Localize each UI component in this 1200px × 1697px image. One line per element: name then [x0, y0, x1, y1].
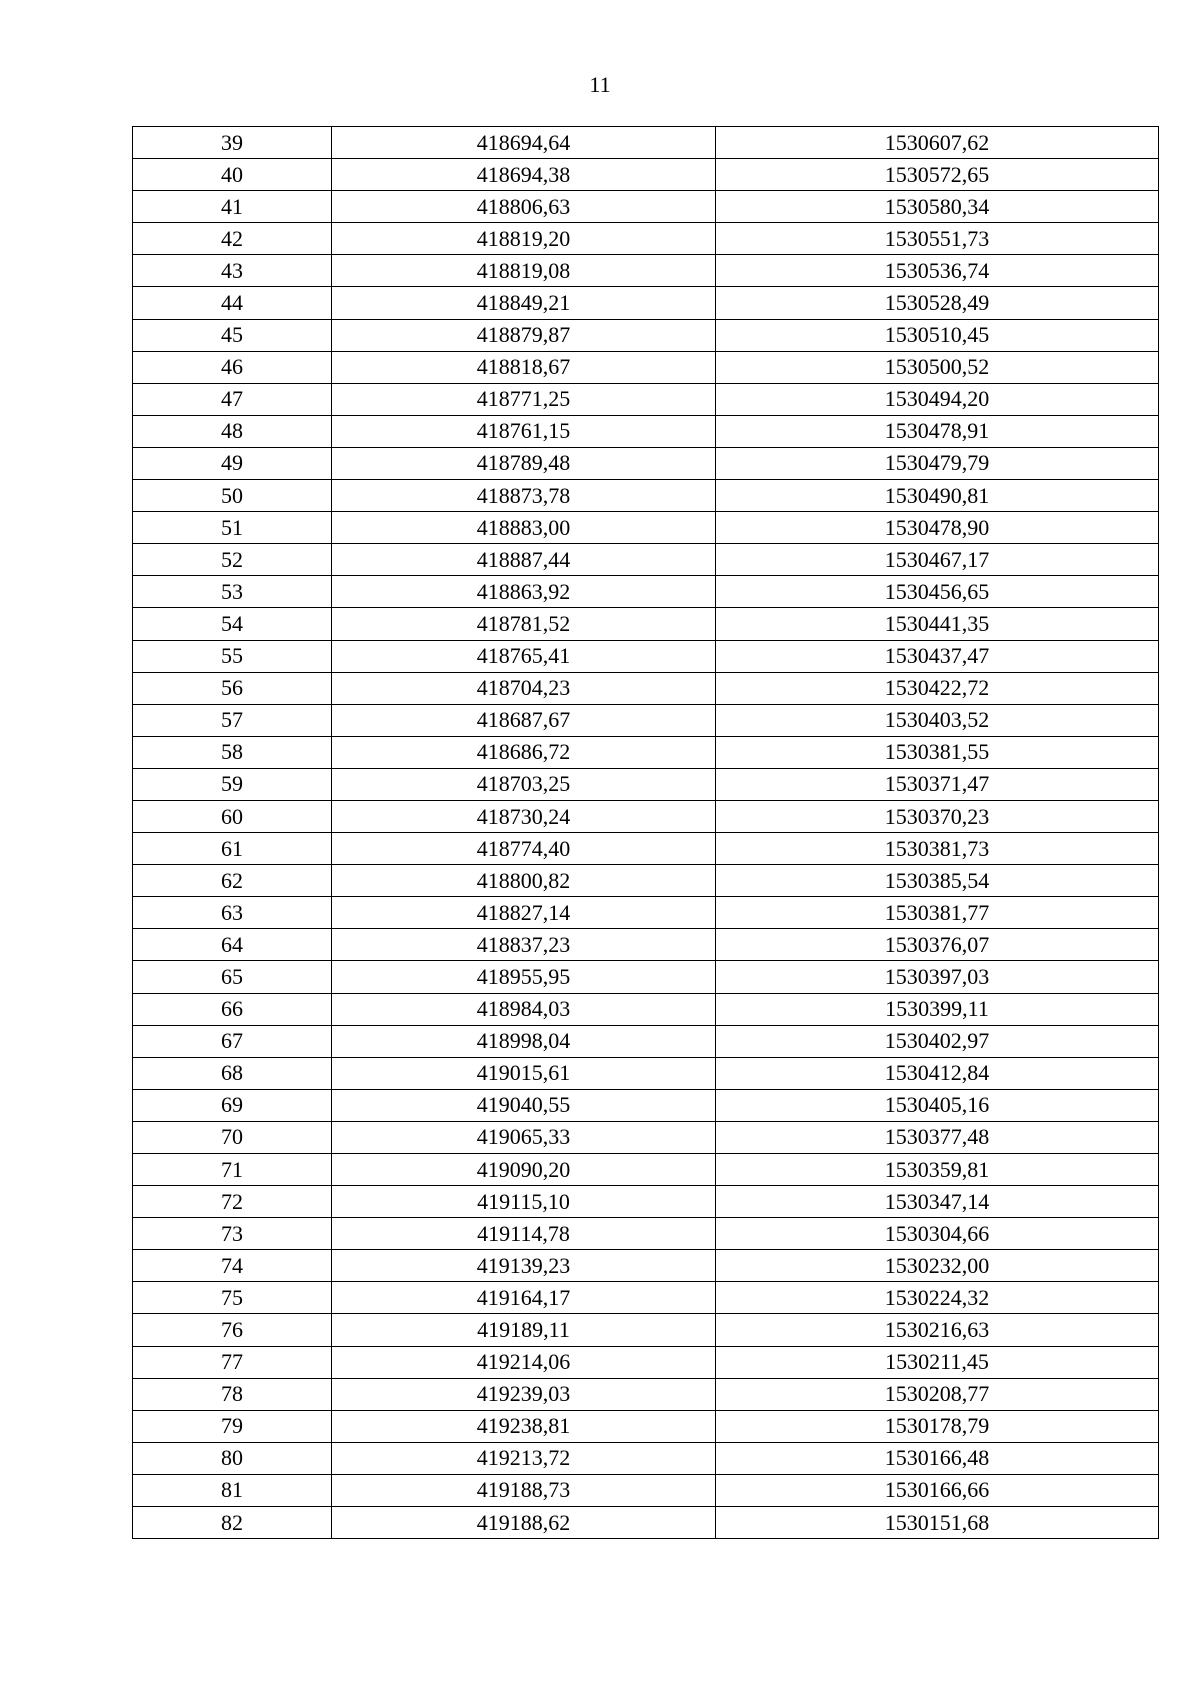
x-coordinate-cell: 418704,23: [332, 672, 716, 704]
y-coordinate-cell: 1530500,52: [716, 351, 1159, 383]
y-coordinate-cell: 1530232,00: [716, 1250, 1159, 1282]
table-row: [133, 768, 1159, 800]
y-coordinate-cell: 1530304,66: [716, 1218, 1159, 1250]
coordinates-table-body: [133, 127, 1159, 1539]
y-coordinate-cell: 1530402,97: [716, 1025, 1159, 1057]
y-coordinate-cell: 1530572,65: [716, 159, 1159, 191]
y-coordinate-cell: 1530385,54: [716, 865, 1159, 897]
point-number-cell: 41: [133, 191, 332, 223]
table-row: [133, 576, 1159, 608]
point-number-cell: 59: [133, 768, 332, 800]
x-coordinate-cell: 419238,81: [332, 1410, 716, 1442]
y-coordinate-cell: 1530490,81: [716, 480, 1159, 512]
point-number-cell: 76: [133, 1314, 332, 1346]
y-coordinate-cell: 1530478,91: [716, 415, 1159, 447]
y-coordinate-cell: 1530371,47: [716, 768, 1159, 800]
x-coordinate-cell: 418837,23: [332, 929, 716, 961]
table-row: [133, 287, 1159, 319]
table-row: [133, 865, 1159, 897]
x-coordinate-cell: 418694,64: [332, 127, 716, 159]
y-coordinate-cell: 1530397,03: [716, 961, 1159, 993]
point-number-cell: 58: [133, 736, 332, 768]
x-coordinate-cell: 418984,03: [332, 993, 716, 1025]
y-coordinate-cell: 1530422,72: [716, 672, 1159, 704]
table-row: [133, 736, 1159, 768]
table-row: [133, 351, 1159, 383]
point-number-cell: 81: [133, 1474, 332, 1506]
x-coordinate-cell: 418873,78: [332, 480, 716, 512]
x-coordinate-cell: 418687,67: [332, 704, 716, 736]
x-coordinate-cell: 418730,24: [332, 800, 716, 832]
y-coordinate-cell: 1530381,55: [716, 736, 1159, 768]
x-coordinate-cell: 419189,11: [332, 1314, 716, 1346]
x-coordinate-cell: 418879,87: [332, 319, 716, 351]
y-coordinate-cell: 1530381,73: [716, 833, 1159, 865]
point-number-cell: 42: [133, 223, 332, 255]
table-row: [133, 319, 1159, 351]
y-coordinate-cell: 1530607,62: [716, 127, 1159, 159]
y-coordinate-cell: 1530211,45: [716, 1346, 1159, 1378]
y-coordinate-cell: 1530377,48: [716, 1121, 1159, 1153]
table-row: [133, 1378, 1159, 1410]
point-number-cell: 72: [133, 1186, 332, 1218]
y-coordinate-cell: 1530370,23: [716, 800, 1159, 832]
point-number-cell: 73: [133, 1218, 332, 1250]
table-row: [133, 255, 1159, 287]
y-coordinate-cell: 1530208,77: [716, 1378, 1159, 1410]
y-coordinate-cell: 1530347,14: [716, 1186, 1159, 1218]
point-number-cell: 63: [133, 897, 332, 929]
x-coordinate-cell: 418819,08: [332, 255, 716, 287]
x-coordinate-cell: 419164,17: [332, 1282, 716, 1314]
table-row: [133, 1186, 1159, 1218]
x-coordinate-cell: 418863,92: [332, 576, 716, 608]
point-number-cell: 51: [133, 512, 332, 544]
point-number-cell: 69: [133, 1089, 332, 1121]
y-coordinate-cell: 1530381,77: [716, 897, 1159, 929]
page-number: 11: [589, 72, 611, 97]
x-coordinate-cell: 419214,06: [332, 1346, 716, 1378]
y-coordinate-cell: 1530166,66: [716, 1474, 1159, 1506]
table-row: [133, 159, 1159, 191]
x-coordinate-cell: 418694,38: [332, 159, 716, 191]
x-coordinate-cell: 418998,04: [332, 1025, 716, 1057]
x-coordinate-cell: 419065,33: [332, 1121, 716, 1153]
point-number-cell: 53: [133, 576, 332, 608]
y-coordinate-cell: 1530494,20: [716, 383, 1159, 415]
point-number-cell: 78: [133, 1378, 332, 1410]
x-coordinate-cell: 419040,55: [332, 1089, 716, 1121]
y-coordinate-cell: 1530166,48: [716, 1442, 1159, 1474]
y-coordinate-cell: 1530510,45: [716, 319, 1159, 351]
y-coordinate-cell: 1530224,32: [716, 1282, 1159, 1314]
table-row: [133, 1474, 1159, 1506]
table-row: [133, 480, 1159, 512]
point-number-cell: 82: [133, 1507, 332, 1539]
point-number-cell: 67: [133, 1025, 332, 1057]
y-coordinate-cell: 1530151,68: [716, 1507, 1159, 1539]
x-coordinate-cell: 418955,95: [332, 961, 716, 993]
table-row: [133, 127, 1159, 159]
coordinates-table: [132, 126, 1159, 1539]
x-coordinate-cell: 418806,63: [332, 191, 716, 223]
point-number-cell: 43: [133, 255, 332, 287]
y-coordinate-cell: 1530536,74: [716, 255, 1159, 287]
x-coordinate-cell: 419188,62: [332, 1507, 716, 1539]
x-coordinate-cell: 419090,20: [332, 1154, 716, 1186]
point-number-cell: 56: [133, 672, 332, 704]
table-row: [133, 383, 1159, 415]
x-coordinate-cell: 418827,14: [332, 897, 716, 929]
y-coordinate-cell: 1530580,34: [716, 191, 1159, 223]
point-number-cell: 39: [133, 127, 332, 159]
point-number-cell: 64: [133, 929, 332, 961]
x-coordinate-cell: 419213,72: [332, 1442, 716, 1474]
y-coordinate-cell: 1530216,63: [716, 1314, 1159, 1346]
x-coordinate-cell: 418818,67: [332, 351, 716, 383]
y-coordinate-cell: 1530405,16: [716, 1089, 1159, 1121]
y-coordinate-cell: 1530437,47: [716, 640, 1159, 672]
x-coordinate-cell: 419114,78: [332, 1218, 716, 1250]
point-number-cell: 57: [133, 704, 332, 736]
table-row: [133, 672, 1159, 704]
table-row: [133, 191, 1159, 223]
x-coordinate-cell: 418849,21: [332, 287, 716, 319]
x-coordinate-cell: 418781,52: [332, 608, 716, 640]
point-number-cell: 79: [133, 1410, 332, 1442]
table-row: [133, 1314, 1159, 1346]
table-row: [133, 1089, 1159, 1121]
y-coordinate-cell: 1530456,65: [716, 576, 1159, 608]
table-row: [133, 1057, 1159, 1089]
table-row: [133, 961, 1159, 993]
table-row: [133, 1218, 1159, 1250]
table-row: [133, 223, 1159, 255]
x-coordinate-cell: 418703,25: [332, 768, 716, 800]
y-coordinate-cell: 1530467,17: [716, 544, 1159, 576]
table-row: [133, 640, 1159, 672]
table-row: [133, 1154, 1159, 1186]
point-number-cell: 46: [133, 351, 332, 383]
x-coordinate-cell: 419188,73: [332, 1474, 716, 1506]
y-coordinate-cell: 1530412,84: [716, 1057, 1159, 1089]
point-number-cell: 74: [133, 1250, 332, 1282]
point-number-cell: 60: [133, 800, 332, 832]
point-number-cell: 62: [133, 865, 332, 897]
table-row: [133, 1507, 1159, 1539]
point-number-cell: 45: [133, 319, 332, 351]
table-row: [133, 1282, 1159, 1314]
point-number-cell: 40: [133, 159, 332, 191]
table-row: [133, 1250, 1159, 1282]
point-number-cell: 44: [133, 287, 332, 319]
x-coordinate-cell: 418761,15: [332, 415, 716, 447]
point-number-cell: 54: [133, 608, 332, 640]
x-coordinate-cell: 419115,10: [332, 1186, 716, 1218]
table-row: [133, 993, 1159, 1025]
x-coordinate-cell: 419015,61: [332, 1057, 716, 1089]
x-coordinate-cell: 418789,48: [332, 447, 716, 479]
point-number-cell: 55: [133, 640, 332, 672]
x-coordinate-cell: 418887,44: [332, 544, 716, 576]
table-row: [133, 544, 1159, 576]
x-coordinate-cell: 418765,41: [332, 640, 716, 672]
point-number-cell: 71: [133, 1154, 332, 1186]
point-number-cell: 61: [133, 833, 332, 865]
table-row: [133, 1410, 1159, 1442]
y-coordinate-cell: 1530403,52: [716, 704, 1159, 736]
point-number-cell: 68: [133, 1057, 332, 1089]
x-coordinate-cell: 418774,40: [332, 833, 716, 865]
table-row: [133, 704, 1159, 736]
table-row: [133, 512, 1159, 544]
y-coordinate-cell: 1530376,07: [716, 929, 1159, 961]
point-number-cell: 80: [133, 1442, 332, 1474]
y-coordinate-cell: 1530178,79: [716, 1410, 1159, 1442]
x-coordinate-cell: 418771,25: [332, 383, 716, 415]
point-number-cell: 66: [133, 993, 332, 1025]
point-number-cell: 65: [133, 961, 332, 993]
point-number-cell: 47: [133, 383, 332, 415]
table-row: [133, 1025, 1159, 1057]
table-row: [133, 833, 1159, 865]
y-coordinate-cell: 1530528,49: [716, 287, 1159, 319]
point-number-cell: 49: [133, 447, 332, 479]
table-row: [133, 1121, 1159, 1153]
table-row: [133, 929, 1159, 961]
table-row: [133, 447, 1159, 479]
point-number-cell: 48: [133, 415, 332, 447]
point-number-cell: 70: [133, 1121, 332, 1153]
table-row: [133, 415, 1159, 447]
y-coordinate-cell: 1530399,11: [716, 993, 1159, 1025]
y-coordinate-cell: 1530478,90: [716, 512, 1159, 544]
x-coordinate-cell: 418800,82: [332, 865, 716, 897]
x-coordinate-cell: 419239,03: [332, 1378, 716, 1410]
table-row: [133, 608, 1159, 640]
y-coordinate-cell: 1530359,81: [716, 1154, 1159, 1186]
point-number-cell: 75: [133, 1282, 332, 1314]
point-number-cell: 77: [133, 1346, 332, 1378]
x-coordinate-cell: 418686,72: [332, 736, 716, 768]
x-coordinate-cell: 418883,00: [332, 512, 716, 544]
x-coordinate-cell: 418819,20: [332, 223, 716, 255]
table-row: [133, 800, 1159, 832]
point-number-cell: 50: [133, 480, 332, 512]
table-row: [133, 1442, 1159, 1474]
table-row: [133, 1346, 1159, 1378]
table-row: [133, 897, 1159, 929]
y-coordinate-cell: 1530441,35: [716, 608, 1159, 640]
y-coordinate-cell: 1530551,73: [716, 223, 1159, 255]
point-number-cell: 52: [133, 544, 332, 576]
y-coordinate-cell: 1530479,79: [716, 447, 1159, 479]
x-coordinate-cell: 419139,23: [332, 1250, 716, 1282]
